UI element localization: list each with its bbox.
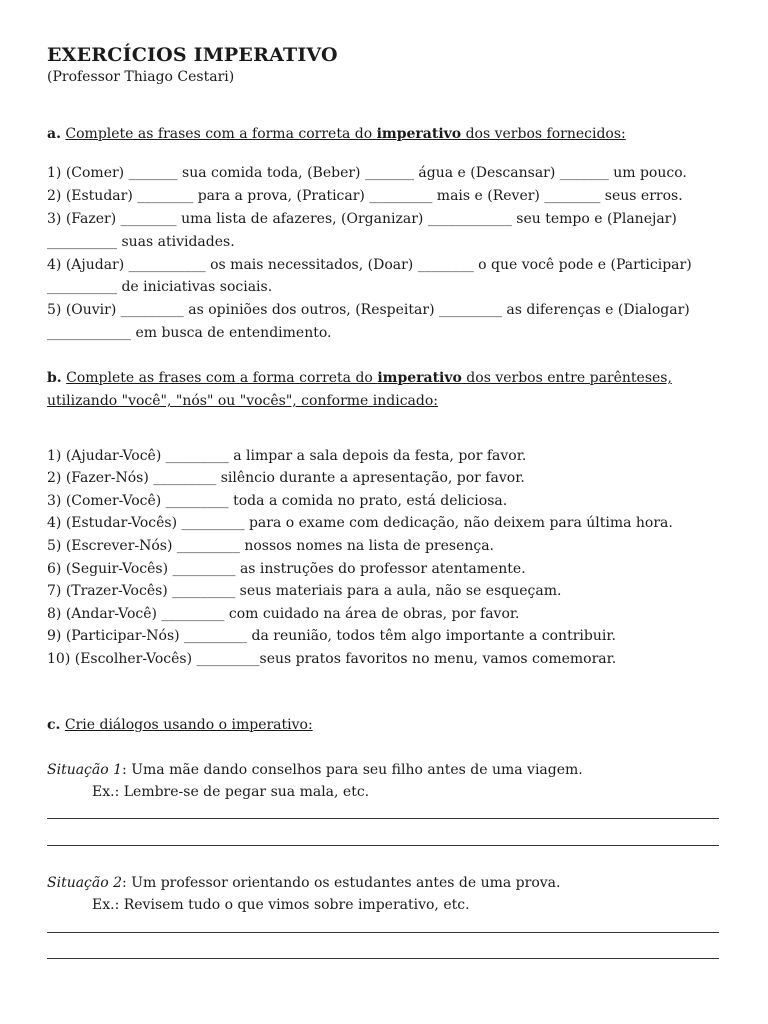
section-b-line: 2) (Fazer-Nós) _________ silêncio durante a apresentação, por favor. xyxy=(47,470,525,486)
answer-line[interactable] xyxy=(47,818,719,819)
page-title: EXERCÍCIOS IMPERATIVO xyxy=(47,44,338,66)
section-b-heading-bold: imperativo xyxy=(377,370,462,386)
section-b-line: 5) (Escrever-Nós) _________ nossos nomes na lista de presença. xyxy=(47,538,495,554)
situation-2-example: Ex.: Revisem tudo o que vimos sobre imperativo, etc. xyxy=(92,897,470,913)
section-b-line: 1) (Ajudar-Você) _________ a limpar a sala depois da festa, por favor. xyxy=(47,448,527,464)
section-c-heading-text: Crie diálogos usando o imperativo: xyxy=(64,717,313,733)
section-b-heading-line2: utilizando "você", "nós" ou "vocês", conforme indicado: xyxy=(47,393,439,409)
section-b-line: 10) (Escolher-Vocês) _________seus pratos favoritos no menu, vamos comemorar. xyxy=(47,651,617,667)
answer-line[interactable] xyxy=(47,932,719,933)
section-a-line: 4) (Ajudar) ___________ os mais necessitados, (Doar) ________ o que você pode e (Participar) xyxy=(47,257,692,273)
section-a-line: 1) (Comer) _______ sua comida toda, (Beber) _______ água e (Descansar) _______ um pouco. xyxy=(47,165,687,181)
section-a-line: __________ de iniciativas sociais. xyxy=(47,279,273,295)
section-b-line: 7) (Trazer-Vocês) _________ seus materiais para a aula, não se esqueçam. xyxy=(47,583,562,599)
section-a-heading-pre: Complete as frases com a forma correta do xyxy=(65,126,377,142)
section-b-letter: b. xyxy=(47,370,62,386)
section-a-line: ____________ em busca de entendimento. xyxy=(47,325,332,341)
author-line: (Professor Thiago Cestari) xyxy=(47,69,235,85)
section-b-line: 6) (Seguir-Vocês) _________ as instruções do professor atentamente. xyxy=(47,561,526,577)
situation-1 xyxy=(47,762,583,778)
situation-2-text: : Um professor orientando os estudantes antes de uma prova. xyxy=(122,875,561,891)
section-b-line: 8) (Andar-Você) _________ com cuidado na área de obras, por favor. xyxy=(47,606,520,622)
answer-line[interactable] xyxy=(47,958,719,959)
situation-2 xyxy=(47,875,560,891)
section-b-heading-pre: Complete as frases com a forma correta do xyxy=(66,370,378,386)
section-a-line: __________ suas atividades. xyxy=(47,234,235,250)
situation-1-text: : Uma mãe dando conselhos para seu filho antes de uma viagem. xyxy=(122,762,583,778)
section-a-line: 2) (Estudar) ________ para a prova, (Praticar) _________ mais e (Rever) ________ seus erros. xyxy=(47,188,683,204)
section-a-line: 5) (Ouvir) _________ as opiniões dos outros, (Respeitar) _________ as diferenças e (Dialogar) xyxy=(47,302,690,318)
situation-1-label: Situação 1 xyxy=(47,762,123,778)
section-c-heading xyxy=(47,717,313,733)
answer-line[interactable] xyxy=(47,845,719,846)
situation-2-label: Situação 2 xyxy=(47,875,123,891)
section-a-heading xyxy=(47,126,626,142)
section-a-heading-bold: imperativo xyxy=(376,126,462,142)
situation-1-example: Ex.: Lembre-se de pegar sua mala, etc. xyxy=(92,784,370,800)
section-b-heading-post: dos verbos entre parênteses, xyxy=(461,370,672,386)
section-a-line: 3) (Fazer) ________ uma lista de afazeres, (Organizar) ____________ seu tempo e (Planejar) xyxy=(47,211,677,227)
section-b-heading xyxy=(47,370,672,386)
section-b-line: 9) (Participar-Nós) _________ da reunião, todos têm algo importante a contribuir. xyxy=(47,628,616,644)
section-b-line: 4) (Estudar-Vocês) _________ para o exame com dedicação, não deixem para última hora. xyxy=(47,515,673,531)
section-c-letter: c. xyxy=(47,717,61,733)
section-a-letter: a. xyxy=(47,126,61,142)
section-a-heading-post: dos verbos fornecidos: xyxy=(461,126,626,142)
section-b-line: 3) (Comer-Você) _________ toda a comida no prato, está deliciosa. xyxy=(47,493,508,509)
